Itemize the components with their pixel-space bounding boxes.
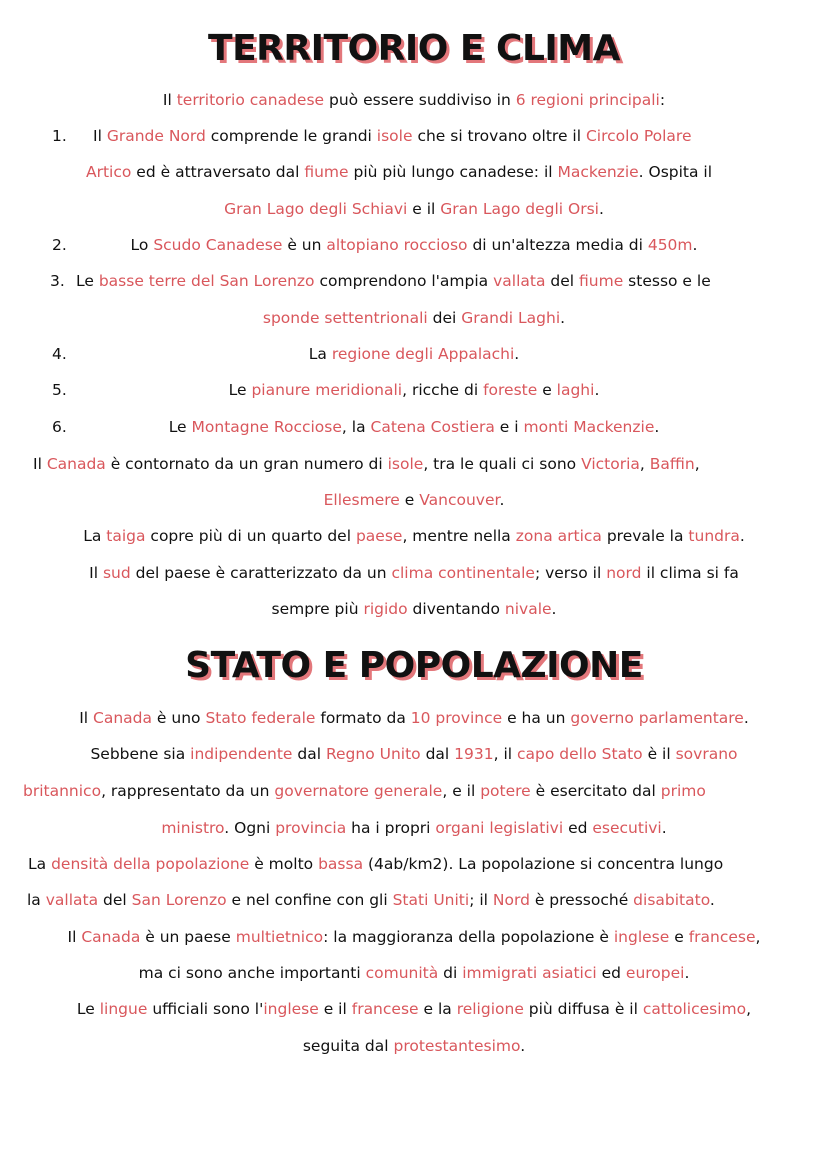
text-segment: di <box>438 964 463 982</box>
highlighted-term: laghi <box>556 381 595 399</box>
text-segment: ed è attraversato dal <box>131 163 305 181</box>
highlighted-term: Stato federale <box>205 709 316 727</box>
text-line <box>0 416 828 438</box>
highlighted-term: Stati Uniti <box>392 891 470 909</box>
text-segment: Il <box>93 127 107 145</box>
highlighted-term: isole <box>387 455 424 473</box>
text-segment: , ricche di <box>402 381 484 399</box>
text-segment: : <box>659 91 666 109</box>
text-segment: copre più di un quarto del <box>145 527 356 545</box>
highlighted-term: provincia <box>275 819 347 837</box>
text-segment: Il <box>67 928 82 946</box>
list-number: 2. <box>52 236 67 254</box>
text-segment: e <box>669 928 689 946</box>
text-segment: e il <box>318 1000 352 1018</box>
text-segment: , rappresentato da un <box>101 782 275 800</box>
highlighted-term: densità della popolazione <box>51 855 250 873</box>
highlighted-term: cattolicesimo <box>642 1000 747 1018</box>
text-line <box>0 89 828 111</box>
text-segment: Sebbene sia <box>90 745 191 763</box>
list-number: 6. <box>52 418 67 436</box>
highlighted-term: multietnico <box>235 928 324 946</box>
text-segment: è il <box>642 745 676 763</box>
text-segment: . <box>514 345 520 363</box>
highlighted-term: europei <box>625 964 685 982</box>
text-line <box>23 780 828 802</box>
highlighted-term: Montagne Rocciose <box>191 418 342 436</box>
text-segment: il clima si fa <box>641 564 739 582</box>
text-segment: più diffusa è il <box>523 1000 643 1018</box>
text-line <box>0 743 828 765</box>
highlighted-term: Nord <box>492 891 530 909</box>
text-segment: è uno <box>152 709 206 727</box>
highlighted-term: altopiano roccioso <box>326 236 468 254</box>
section-title-territorio: TERRITORIO E CLIMA <box>208 28 620 69</box>
highlighted-term: pianure meridionali <box>251 381 403 399</box>
highlighted-term: capo dello Stato <box>517 745 643 763</box>
highlighted-term: Ellesmere <box>323 491 400 509</box>
text-segment: Le <box>76 1000 100 1018</box>
text-segment: è pressoché <box>529 891 634 909</box>
text-segment: e la <box>418 1000 457 1018</box>
highlighted-term: clima continentale <box>391 564 535 582</box>
text-line <box>0 198 828 220</box>
text-line <box>0 234 828 256</box>
text-line <box>0 962 828 984</box>
highlighted-term: 450m <box>647 236 693 254</box>
text-segment: : la maggioranza della popolazione è <box>323 928 614 946</box>
highlighted-term: bassa <box>318 855 364 873</box>
text-segment: Il <box>89 564 103 582</box>
text-line <box>0 817 828 839</box>
text-segment: del <box>545 272 580 290</box>
highlighted-term: Canada <box>81 928 141 946</box>
text-segment: del <box>98 891 132 909</box>
highlighted-term: 6 regioni principali <box>515 91 660 109</box>
text-segment: Le <box>228 381 252 399</box>
text-segment: dal <box>292 745 326 763</box>
text-line <box>86 161 828 183</box>
highlighted-term: organi legislativi <box>435 819 564 837</box>
highlighted-term: Grande Nord <box>106 127 206 145</box>
highlighted-term: Regno Unito <box>325 745 421 763</box>
highlighted-term: zona artica <box>515 527 602 545</box>
text-segment: . <box>520 1037 526 1055</box>
highlighted-term: protestantesimo <box>393 1037 521 1055</box>
text-segment: . <box>709 891 715 909</box>
text-segment: . <box>499 491 505 509</box>
text-segment: ma ci sono anche importanti <box>138 964 366 982</box>
text-segment: Il <box>33 455 47 473</box>
highlighted-term: taiga <box>106 527 146 545</box>
text-segment: . <box>661 819 667 837</box>
text-segment: prevale la <box>601 527 689 545</box>
text-line <box>27 889 828 911</box>
text-segment: . <box>594 381 600 399</box>
highlighted-term: Baffin <box>649 455 695 473</box>
text-segment: La <box>28 855 52 873</box>
text-segment: è un paese <box>140 928 236 946</box>
text-segment: la <box>27 891 46 909</box>
text-line <box>0 307 828 329</box>
list-number: 3. <box>50 272 65 290</box>
highlighted-term: Gran Lago degli Schiavi <box>224 200 408 218</box>
text-segment: di un'altezza media di <box>467 236 648 254</box>
highlighted-term: indipendente <box>190 745 293 763</box>
highlighted-term: vallata <box>493 272 546 290</box>
highlighted-term: Catena Costiera <box>370 418 495 436</box>
highlighted-term: esecutivi <box>592 819 662 837</box>
highlighted-term: regione degli Appalachi <box>331 345 515 363</box>
highlighted-term: inglese <box>263 1000 319 1018</box>
text-segment: La <box>83 527 107 545</box>
text-line <box>93 125 828 147</box>
text-segment: più più lungo canadese: il <box>348 163 558 181</box>
text-segment: e ha un <box>502 709 571 727</box>
highlighted-term: paese <box>355 527 403 545</box>
text-line <box>0 598 828 620</box>
highlighted-term: comunità <box>365 964 439 982</box>
text-segment: (4ab/km2). La popolazione si concentra lungo <box>363 855 724 873</box>
text-segment: comprende le grandi <box>205 127 377 145</box>
text-segment: . <box>684 964 690 982</box>
text-segment: Le <box>168 418 192 436</box>
highlighted-term: rigido <box>363 600 408 618</box>
text-segment: sempre più <box>271 600 364 618</box>
text-line <box>0 926 828 948</box>
highlighted-term: governatore generale <box>274 782 443 800</box>
text-segment: La <box>308 345 332 363</box>
text-segment: ed <box>563 819 593 837</box>
text-segment: ed <box>596 964 626 982</box>
highlighted-term: Gran Lago degli Orsi <box>440 200 599 218</box>
text-line <box>0 489 828 511</box>
highlighted-term: 10 province <box>410 709 503 727</box>
text-segment: , <box>755 928 761 946</box>
highlighted-term: fiume <box>304 163 349 181</box>
text-segment: ; il <box>469 891 493 909</box>
highlighted-term: Artico <box>86 163 132 181</box>
text-line <box>0 562 828 584</box>
highlighted-term: religione <box>456 1000 524 1018</box>
text-segment: è esercitato dal <box>530 782 661 800</box>
text-segment: . <box>692 236 698 254</box>
highlighted-term: britannico <box>23 782 102 800</box>
list-number: 4. <box>52 345 67 363</box>
text-segment: Le <box>76 272 99 290</box>
text-segment: che si trovano oltre il <box>412 127 586 145</box>
text-segment: ufficiali sono l' <box>147 1000 264 1018</box>
text-segment: , tra le quali ci sono <box>423 455 582 473</box>
text-segment: e <box>537 381 557 399</box>
text-segment: , <box>694 455 700 473</box>
text-line <box>0 1035 828 1057</box>
text-segment: ; verso il <box>534 564 607 582</box>
text-segment: dei <box>427 309 462 327</box>
text-segment: , il <box>493 745 518 763</box>
highlighted-term: inglese <box>613 928 670 946</box>
text-line <box>0 998 828 1020</box>
highlighted-term: Canada <box>46 455 106 473</box>
highlighted-term: disabitato <box>633 891 710 909</box>
highlighted-term: ministro <box>161 819 225 837</box>
highlighted-term: Circolo Polare <box>585 127 692 145</box>
highlighted-term: Victoria <box>581 455 640 473</box>
text-segment: e <box>399 491 420 509</box>
highlighted-term: San Lorenzo <box>131 891 227 909</box>
highlighted-term: territorio canadese <box>176 91 325 109</box>
highlighted-term: fiume <box>579 272 624 290</box>
text-line <box>0 343 828 365</box>
text-segment: del paese è caratterizzato da un <box>130 564 392 582</box>
list-number: 5. <box>52 381 67 399</box>
text-segment: , e il <box>442 782 481 800</box>
highlighted-term: immigrati asiatici <box>462 964 597 982</box>
text-line <box>0 707 828 729</box>
text-segment: . <box>551 600 557 618</box>
highlighted-term: monti Mackenzie <box>523 418 655 436</box>
highlighted-term: francese <box>688 928 756 946</box>
text-segment: dal <box>420 745 455 763</box>
text-segment: diventando <box>407 600 505 618</box>
text-segment: è contornato da un gran numero di <box>105 455 388 473</box>
highlighted-term: basse terre del San Lorenzo <box>98 272 315 290</box>
text-segment: è molto <box>249 855 319 873</box>
list-number: 1. <box>52 127 67 145</box>
text-segment: stesso e le <box>623 272 711 290</box>
text-line <box>0 379 828 401</box>
highlighted-term: sponde settentrionali <box>262 309 428 327</box>
section-title-stato: STATO E POPOLAZIONE <box>185 645 643 686</box>
text-segment: . Ospita il <box>638 163 713 181</box>
text-segment: formato da <box>315 709 411 727</box>
text-line <box>76 270 828 292</box>
highlighted-term: francese <box>351 1000 419 1018</box>
text-segment: . <box>598 200 604 218</box>
text-segment: . <box>743 709 749 727</box>
highlighted-term: nivale <box>504 600 552 618</box>
text-segment: e il <box>407 200 441 218</box>
highlighted-term: vallata <box>45 891 99 909</box>
text-segment: e nel confine con gli <box>226 891 393 909</box>
highlighted-term: primo <box>660 782 706 800</box>
text-segment: , <box>746 1000 752 1018</box>
text-segment: . Ogni <box>224 819 276 837</box>
text-line <box>33 453 828 475</box>
text-segment: e i <box>494 418 524 436</box>
text-segment: comprendono l'ampia <box>314 272 494 290</box>
text-segment: è un <box>282 236 327 254</box>
text-segment: Il <box>162 91 177 109</box>
text-segment: , mentre nella <box>402 527 516 545</box>
text-segment: . <box>560 309 566 327</box>
highlighted-term: sovrano <box>675 745 738 763</box>
text-segment: Il <box>79 709 94 727</box>
highlighted-term: foreste <box>483 381 538 399</box>
text-segment: Lo <box>130 236 154 254</box>
text-segment: , la <box>341 418 371 436</box>
text-segment: . <box>654 418 660 436</box>
highlighted-term: tundra <box>688 527 740 545</box>
highlighted-term: sud <box>102 564 131 582</box>
highlighted-term: lingue <box>99 1000 148 1018</box>
highlighted-term: governo parlamentare <box>570 709 744 727</box>
highlighted-term: 1931 <box>454 745 494 763</box>
text-segment: . <box>739 527 745 545</box>
highlighted-term: Mackenzie <box>557 163 639 181</box>
highlighted-term: Scudo Canadese <box>153 236 283 254</box>
highlighted-term: nord <box>606 564 642 582</box>
text-segment: può essere suddiviso in <box>324 91 516 109</box>
highlighted-term: Canada <box>93 709 152 727</box>
text-segment: ha i propri <box>346 819 436 837</box>
highlighted-term: potere <box>480 782 531 800</box>
highlighted-term: Vancouver <box>419 491 500 509</box>
text-line <box>0 525 828 547</box>
text-segment: , <box>639 455 650 473</box>
text-line <box>28 853 828 875</box>
highlighted-term: Grandi Laghi <box>461 309 561 327</box>
highlighted-term: isole <box>376 127 413 145</box>
text-segment: seguita dal <box>302 1037 394 1055</box>
